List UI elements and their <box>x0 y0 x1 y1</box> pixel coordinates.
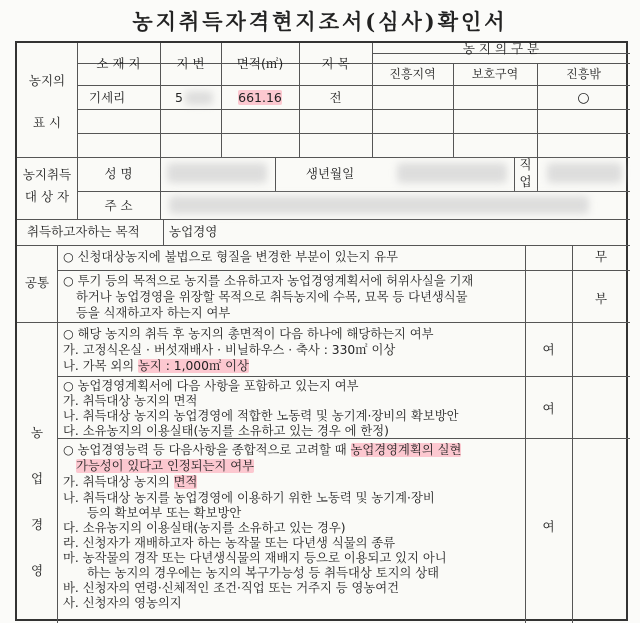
block3-line-10: 바. 신청자의 연령·신체적인 조건·직업 또는 거주지 등 영농여건 <box>63 581 400 595</box>
block2-result: 여 <box>542 401 555 416</box>
lot-header: 지 번 <box>176 56 205 71</box>
block1-result: 여 <box>542 342 555 357</box>
location-value: 기세리 <box>89 90 126 105</box>
job-label-2: 업 <box>519 174 532 189</box>
divider <box>537 157 538 191</box>
block1-line-2: 가. 고정식온실 · 버섯재배사 · 비닐하우스 · 축사 : 330㎡ 이상 <box>63 343 396 357</box>
block2-line-4: 다. 소유농지의 이용실태(농지를 소유하고 있는 경우 에 한정) <box>63 424 389 438</box>
block2-line-2: 가. 취득대상 농지의 면적 <box>63 394 198 408</box>
block3-line-8: 마. 농작물의 경작 또는 다년생식물의 재배지 등으로 이용되고 있지 아니 <box>63 551 447 565</box>
divider <box>163 219 164 245</box>
divider <box>17 245 630 246</box>
document-title: 농지취득자격현지조서(심사)확인서 <box>132 9 508 34</box>
farm-label-4: 영 <box>30 563 44 578</box>
block2-line-3: 나. 취득대상 농지의 농업경영에 적합한 노동력 및 농기계·장비의 확보방안 <box>63 409 459 423</box>
common-item-2-line-3: 등을 식재하고자 하는지 여부 <box>76 306 231 320</box>
inspection-form <box>15 41 628 621</box>
block3-line-1: ○ 농업경영능력 등 다음사항을 종합적으로 고려할 때 농업경영계획의 실현 <box>63 443 462 457</box>
divider <box>57 245 58 623</box>
block3-line-9: 하는 농지의 경우에는 농지의 복구가능성 등 취득대상 토지의 상태 <box>87 566 439 580</box>
block3-line-5: 등의 확보여부 또는 확보방안 <box>87 506 242 520</box>
area-header: 면적(㎡) <box>236 56 284 71</box>
farm-label-1: 농 <box>30 425 44 440</box>
divider <box>57 376 630 377</box>
lot-value: 5 <box>175 90 183 105</box>
common-item-1-result: 무 <box>594 249 608 264</box>
area-value: 661.16 <box>238 90 282 105</box>
divider <box>17 322 630 323</box>
farm-label-3: 경 <box>30 517 44 532</box>
category-value: 전 <box>329 90 342 105</box>
common-item-1: ○ 신청대상농지에 불법으로 형질을 변경한 부분이 있는지 유무 <box>63 250 399 264</box>
redacted-address <box>169 196 589 214</box>
divider <box>57 270 630 271</box>
farmland-label: 농지의 <box>28 73 66 88</box>
divider <box>372 43 373 157</box>
acquirer-label-2: 대 상 자 <box>24 189 70 204</box>
address-label: 주 소 <box>104 198 133 213</box>
location-header: 소 재 지 <box>96 56 141 71</box>
job-label-1: 직 <box>519 157 532 172</box>
divider <box>17 219 630 220</box>
zone-protection-header: 보호구역 <box>471 67 519 81</box>
category-header: 지 목 <box>321 56 350 71</box>
block1-line-1: ○ 해당 농지의 취득 후 농지의 총면적이 다음 하나에 해당하는지 여부 <box>63 327 434 341</box>
block3-line-7: 라. 신청자가 재배하고자 하는 농작물 또는 다년생 식물의 종류 <box>63 536 396 550</box>
block3-line-3: 가. 취득대상 농지의 면적 <box>63 475 198 489</box>
common-item-2-result: 부 <box>594 291 608 306</box>
acquirer-label-1: 농지취득 <box>22 167 72 182</box>
redacted-lot <box>185 91 213 105</box>
divider <box>17 157 630 158</box>
name-label: 성 명 <box>104 166 133 181</box>
purpose-value: 농업경영 <box>169 224 218 239</box>
common-label: 공통 <box>24 275 50 290</box>
block3-result: 여 <box>542 519 555 534</box>
birth-label: 생년월일 <box>305 166 355 181</box>
zone-outside-header: 진흥밖 <box>566 67 601 81</box>
block3-line-11: 사. 신청자의 영농의지 <box>63 596 182 610</box>
block3-line-2: 가능성이 있다고 인정되는지 여부 <box>76 459 255 473</box>
farm-label-2: 업 <box>30 471 44 486</box>
block2-line-1: ○ 농업경영계획서에 다음 사항을 포함하고 있는지 여부 <box>63 379 359 393</box>
block3-line-6: 다. 소유농지의 이용실태(농지를 소유하고 있는 경우) <box>63 521 346 535</box>
redacted-birth <box>397 163 507 183</box>
common-item-2-line-2: 하거나 농업경영을 위장할 목적으로 취득농지에 수목, 묘목 등 다년생식물 <box>76 290 468 304</box>
division-header: 농 지 의 구 분 <box>462 41 540 56</box>
redacted-name <box>167 163 267 183</box>
block3-line-4: 나. 취득대상 농지를 농업경영에 이용하기 위한 노동력 및 농기계·장비 <box>63 491 435 505</box>
common-item-2-line-1: ○ 투기 등의 목적으로 농지를 소유하고자 농업경영계획서에 허위사실을 기재 <box>63 274 474 288</box>
block1-line-3: 나. 가목 외의 농지 : 1,000㎡ 이상 <box>63 359 249 373</box>
redacted-job <box>547 163 622 183</box>
purpose-label: 취득하고자하는 목적 <box>27 224 140 239</box>
zone-promotion-header: 진흥지역 <box>389 67 436 81</box>
zone-outside-mark: ○ <box>577 90 590 106</box>
display-label: 표 시 <box>32 115 62 130</box>
divider <box>525 245 526 623</box>
